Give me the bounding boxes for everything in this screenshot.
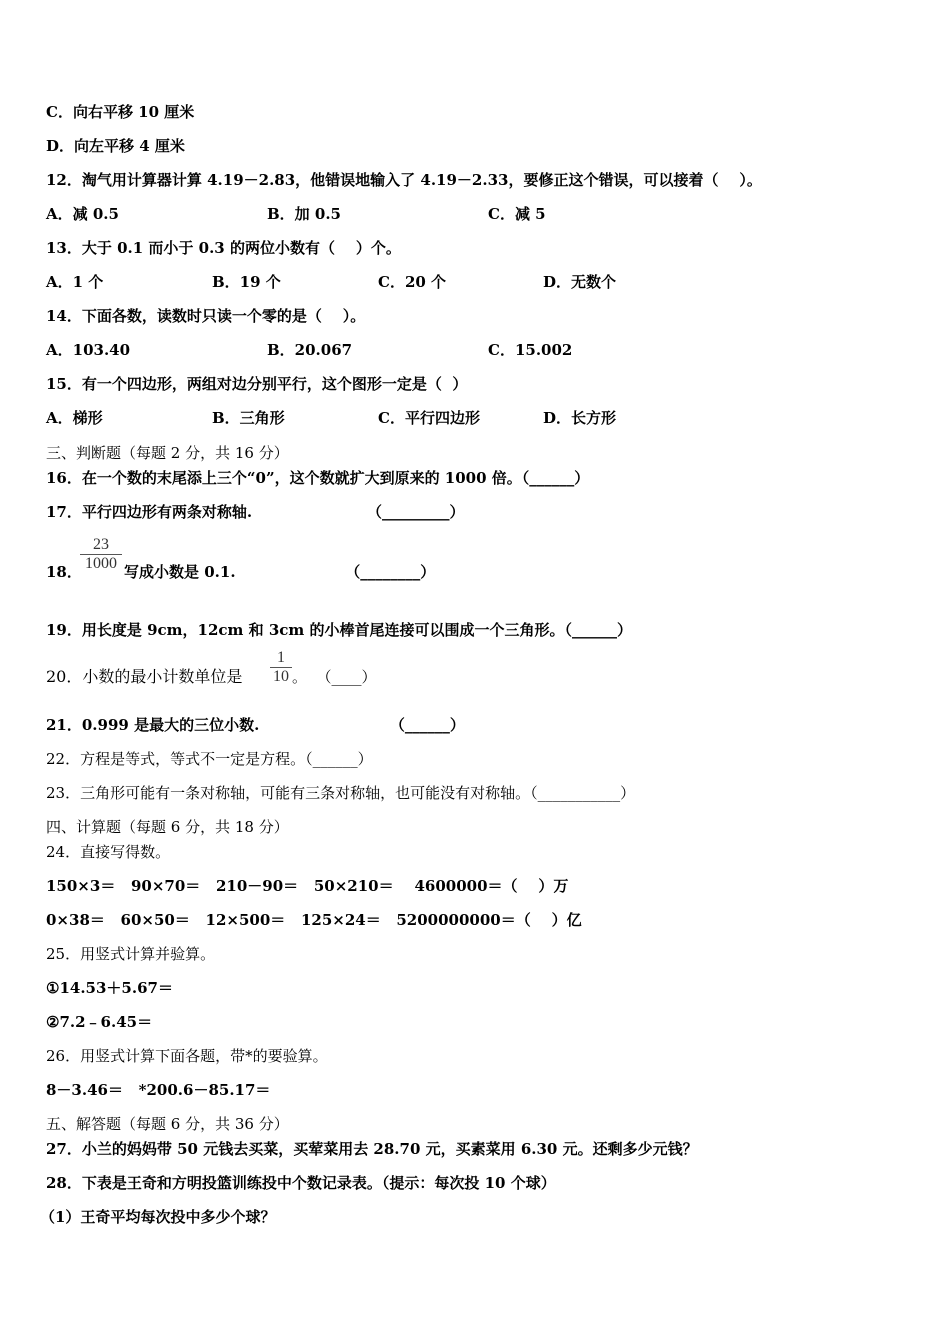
question-17: 17．平行四边形有两条对称轴. （_________）: [46, 503, 465, 521]
question-28-part-1: （1）王奇平均每次投中多少个球？: [40, 1208, 276, 1226]
fraction-1-over-10: [270, 649, 292, 686]
question-25-item-1: ①14.53＋5.67＝: [46, 979, 173, 997]
question-13: 13．大于 0.1 而小于 0.3 的两位小数有（ ）个。: [46, 239, 401, 257]
q15-option-b: B．三角形: [212, 409, 285, 427]
q15-option-d: D．长方形: [543, 409, 617, 427]
question-20-blank: 。 （____）: [292, 668, 377, 686]
q13-option-d: D．无数个: [543, 273, 617, 291]
q14-option-b: B．20.067: [267, 341, 353, 359]
question-25: 25．用竖式计算并验算。: [46, 945, 216, 963]
question-20-text: 20．小数的最小计数单位是: [46, 667, 243, 686]
q13-option-a: A．1 个: [46, 273, 104, 291]
fraction-numerator: 1: [270, 649, 292, 668]
q13-option-b: B．19 个: [212, 273, 281, 291]
question-25-item-2: ②7.2﹣6.45＝: [46, 1013, 153, 1031]
question-28: 28．下表是王奇和方明投篮训练投中个数记录表。（提示：每次投 10 个球）: [46, 1174, 556, 1192]
question-24-row-1: 150×3＝ 90×70＝ 210－90＝ 50×210＝ 4600000＝（ ）万: [46, 877, 569, 895]
fraction-numerator: 23: [80, 536, 122, 555]
question-14: 14．下面各数，读数时只读一个零的是（ ）。: [46, 307, 366, 325]
section-4-heading: 四、计算题（每题 6 分，共 18 分）: [46, 818, 289, 836]
section-3-heading: 三、判断题（每题 2 分，共 16 分）: [46, 444, 289, 462]
option-d: D．向左平移 4 厘米: [46, 137, 185, 155]
q12-option-b: B．加 0.5: [267, 205, 341, 223]
question-18-number: 18．: [46, 563, 82, 581]
q15-option-c: C．平行四边形: [378, 409, 480, 427]
question-19: 19．用长度是 9cm，12cm 和 3cm 的小棒首尾连接可以围成一个三角形。（______）: [46, 621, 633, 639]
question-24-row-2: 0×38＝ 60×50＝ 12×500＝ 125×24＝ 5200000000＝（ ）亿: [46, 911, 582, 929]
q15-option-a: A．梯形: [46, 409, 103, 427]
fraction-23-over-1000: [80, 536, 122, 573]
q12-option-c: C．减 5: [488, 205, 546, 223]
q12-option-a: A．减 0.5: [46, 205, 119, 223]
q14-option-a: A．103.40: [46, 341, 131, 359]
question-16: 16．在一个数的末尾添上三个“0”，这个数就扩大到原来的 1000 倍。（______）: [46, 469, 590, 487]
question-18: 写成小数是 0.1. （________）: [124, 563, 436, 581]
question-15: 15．有一个四边形，两组对边分别平行，这个图形一定是（ ）: [46, 375, 468, 393]
question-26-row: 8－3.46＝ *200.6－85.17＝: [46, 1081, 271, 1099]
q13-option-c: C．20 个: [378, 273, 447, 291]
fraction-denominator: 10: [273, 668, 289, 685]
question-23: 23．三角形可能有一条对称轴，可能有三条对称轴，也可能没有对称轴。（___________）: [46, 784, 636, 802]
section-5-heading: 五、解答题（每题 6 分，共 36 分）: [46, 1115, 289, 1133]
question-26: 26．用竖式计算下面各题，带*的要验算。: [46, 1047, 328, 1065]
q14-option-c: C．15.002: [488, 341, 573, 359]
option-c: C．向右平移 10 厘米: [46, 103, 195, 121]
question-21: 21．0.999 是最大的三位小数. （______）: [46, 716, 465, 734]
question-27: 27．小兰的妈妈带 50 元钱去买菜，买荤菜用去 28.70 元，买素菜用 6.30 元。还剩多少元钱？: [46, 1140, 698, 1158]
question-12: 12．淘气用计算器计算 4.19－2.83，他错误地输入了 4.19－2.33，要修正这个错误，可以接着（ ）。: [46, 171, 762, 189]
fraction-denominator: 1000: [85, 555, 117, 572]
question-22: 22．方程是等式，等式不一定是方程。（______）: [46, 750, 373, 768]
question-24: 24．直接写得数。: [46, 843, 171, 861]
